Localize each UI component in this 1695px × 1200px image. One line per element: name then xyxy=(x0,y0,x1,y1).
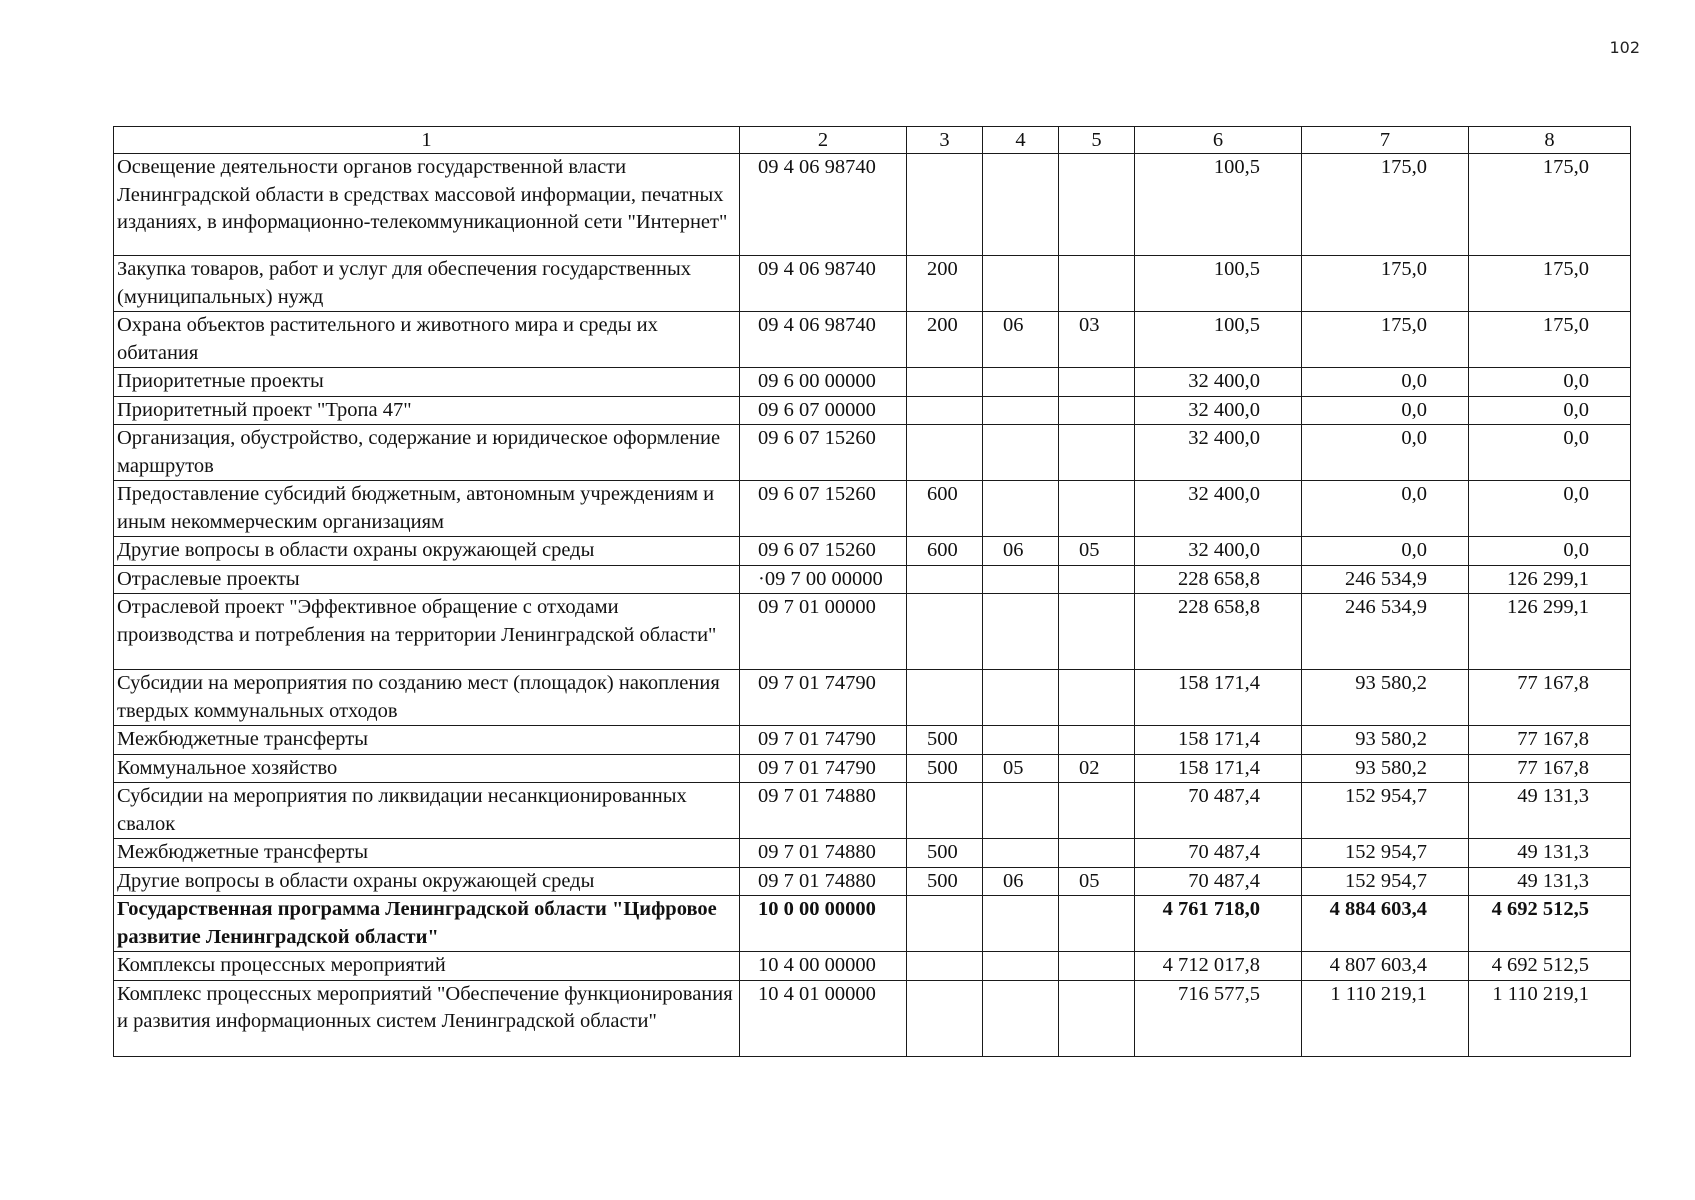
row-value7-cell xyxy=(1302,565,1469,594)
value-text: 100,5 xyxy=(1213,156,1260,178)
row-code-cell: 10 4 01 00000 xyxy=(740,980,907,1056)
row-value7-cell xyxy=(1302,537,1469,566)
row-name-cell: Комплекс процессных мероприятий "Обеспечение функционирования и развития информационных систем Ленинградской области" xyxy=(114,980,740,1056)
value-text: 1 110 219,1 xyxy=(1330,982,1427,1005)
row-value7-cell xyxy=(1302,754,1469,783)
row-col4-cell: 06 xyxy=(983,537,1059,566)
value-text: 77 167,8 xyxy=(1517,756,1589,779)
row-name-cell: Субсидии на мероприятия по ликвидации несанкционированных свалок xyxy=(114,783,740,839)
row-name-cell: Организация, обустройство, содержание и юридическое оформление маршрутов xyxy=(114,425,740,481)
row-col5-cell: 03 xyxy=(1059,312,1135,368)
value-text: 0,0 xyxy=(1401,483,1427,505)
row-value8-cell xyxy=(1469,537,1631,566)
row-col3-cell xyxy=(907,670,983,726)
row-col4-cell xyxy=(983,783,1059,839)
value-text: 4 761 718,0 xyxy=(1162,898,1260,920)
budget-table xyxy=(113,126,1631,1057)
value-text: 0,0 xyxy=(1401,539,1427,561)
row-value6-cell xyxy=(1135,565,1302,594)
value-text: 49 131,3 xyxy=(1517,869,1589,892)
header-cell-7: 7 xyxy=(1302,127,1469,154)
row-name-cell: Приоритетные проекты xyxy=(114,368,740,397)
row-name-cell: Государственная программа Ленинградской области "Цифровое развитие Ленинградской области" xyxy=(114,896,740,952)
value-text: 77 167,8 xyxy=(1517,672,1589,694)
table-row xyxy=(114,726,1631,755)
row-value6-cell xyxy=(1135,312,1302,368)
table-row xyxy=(114,754,1631,783)
row-value7-cell xyxy=(1302,481,1469,537)
row-col4-cell xyxy=(983,154,1059,256)
row-col5-cell xyxy=(1059,368,1135,397)
table-row xyxy=(114,867,1631,896)
row-value8-cell xyxy=(1469,368,1631,397)
row-value7-cell xyxy=(1302,368,1469,397)
row-col3-cell xyxy=(907,425,983,481)
row-name-cell: Охрана объектов растительного и животного мира и среды их обитания xyxy=(114,312,740,368)
value-text: 49 131,3 xyxy=(1517,841,1589,863)
row-col4-cell xyxy=(983,565,1059,594)
value-text: 0,0 xyxy=(1401,427,1427,449)
row-col5-cell xyxy=(1059,594,1135,670)
row-value7-cell xyxy=(1302,396,1469,425)
table-row xyxy=(114,396,1631,425)
row-value6-cell xyxy=(1135,952,1302,981)
row-col3-cell xyxy=(907,368,983,397)
row-value6-cell xyxy=(1135,670,1302,726)
row-code-cell: 09 6 00 00000 xyxy=(740,368,907,397)
table-row xyxy=(114,952,1631,981)
row-code-cell: 09 4 06 98740 xyxy=(740,256,907,312)
value-text: 100,5 xyxy=(1213,314,1260,336)
row-value7-cell xyxy=(1302,839,1469,868)
row-name-cell: Отраслевой проект "Эффективное обращение с отходами производства и потребления на территории Ленинградской области" xyxy=(114,594,740,670)
row-value7-cell xyxy=(1302,670,1469,726)
value-text: 126 299,1 xyxy=(1507,567,1589,590)
value-text: 152 954,7 xyxy=(1345,785,1427,807)
row-col3-cell: 600 xyxy=(907,481,983,537)
row-col4-cell: 06 xyxy=(983,312,1059,368)
row-value8-cell xyxy=(1469,396,1631,425)
value-text: 70 487,4 xyxy=(1188,841,1260,863)
row-code-cell: 09 4 06 98740 xyxy=(740,154,907,256)
row-name-cell: Отраслевые проекты xyxy=(114,565,740,594)
row-value8-cell xyxy=(1469,726,1631,755)
row-col4-cell xyxy=(983,594,1059,670)
row-code-cell: 09 6 07 15260 xyxy=(740,537,907,566)
row-value7-cell xyxy=(1302,594,1469,670)
row-code-cell: 09 6 07 00000 xyxy=(740,396,907,425)
row-col4-cell xyxy=(983,396,1059,425)
row-col5-cell xyxy=(1059,670,1135,726)
row-name-cell: Другие вопросы в области охраны окружающей среды xyxy=(114,867,740,896)
row-col5-cell: 05 xyxy=(1059,867,1135,896)
row-col4-cell: 05 xyxy=(983,754,1059,783)
table-row xyxy=(114,154,1631,256)
row-value6-cell xyxy=(1135,425,1302,481)
row-col3-cell: 500 xyxy=(907,839,983,868)
row-name-cell: Другие вопросы в области охраны окружающей среды xyxy=(114,537,740,566)
value-text: 0,0 xyxy=(1563,427,1589,449)
row-col5-cell xyxy=(1059,726,1135,755)
row-value7-cell xyxy=(1302,154,1469,256)
value-text: 126 299,1 xyxy=(1507,596,1589,618)
row-col4-cell xyxy=(983,481,1059,537)
row-code-cell: 09 7 01 00000 xyxy=(740,594,907,670)
table-row xyxy=(114,481,1631,537)
table-row xyxy=(114,896,1631,952)
value-text: 158 171,4 xyxy=(1178,756,1260,779)
row-value7-cell xyxy=(1302,783,1469,839)
row-code-cell: 10 4 00 00000 xyxy=(740,952,907,981)
row-col3-cell xyxy=(907,952,983,981)
row-value7-cell xyxy=(1302,425,1469,481)
row-value6-cell xyxy=(1135,396,1302,425)
row-col5-cell xyxy=(1059,396,1135,425)
row-code-cell: ·09 7 00 00000 xyxy=(740,565,907,594)
table-row xyxy=(114,594,1631,670)
value-text: 70 487,4 xyxy=(1188,785,1260,807)
row-value6-cell xyxy=(1135,839,1302,868)
value-text: 152 954,7 xyxy=(1345,869,1427,892)
value-text: 93 580,2 xyxy=(1355,756,1427,779)
row-value7-cell xyxy=(1302,726,1469,755)
row-value6-cell xyxy=(1135,154,1302,256)
row-col3-cell: 500 xyxy=(907,867,983,896)
value-text: 77 167,8 xyxy=(1517,728,1589,750)
row-name-cell: Предоставление субсидий бюджетным, автономным учреждениям и иным некоммерческим организациям xyxy=(114,481,740,537)
row-col5-cell xyxy=(1059,952,1135,981)
value-text: 93 580,2 xyxy=(1355,672,1427,694)
table-row xyxy=(114,670,1631,726)
row-code-cell: 09 7 01 74880 xyxy=(740,783,907,839)
row-value8-cell xyxy=(1469,312,1631,368)
row-value8-cell xyxy=(1469,980,1631,1056)
header-cell-4: 4 xyxy=(983,127,1059,154)
row-col5-cell: 02 xyxy=(1059,754,1135,783)
value-text: 716 577,5 xyxy=(1178,982,1260,1005)
row-value6-cell xyxy=(1135,726,1302,755)
row-col3-cell xyxy=(907,896,983,952)
row-col4-cell: 06 xyxy=(983,867,1059,896)
row-value8-cell xyxy=(1469,481,1631,537)
value-text: 93 580,2 xyxy=(1355,728,1427,750)
row-value7-cell xyxy=(1302,256,1469,312)
row-code-cell: 09 7 01 74880 xyxy=(740,839,907,868)
header-cell-5: 5 xyxy=(1059,127,1135,154)
value-text: 246 534,9 xyxy=(1345,567,1427,590)
value-text: 0,0 xyxy=(1401,370,1427,392)
value-text: 152 954,7 xyxy=(1345,841,1427,863)
row-col4-cell xyxy=(983,726,1059,755)
row-col5-cell: 05 xyxy=(1059,537,1135,566)
row-value7-cell xyxy=(1302,980,1469,1056)
header-cell-3: 3 xyxy=(907,127,983,154)
table-header-row xyxy=(114,127,1631,154)
table-row xyxy=(114,256,1631,312)
value-text: 158 171,4 xyxy=(1178,728,1260,750)
row-col4-cell xyxy=(983,256,1059,312)
value-text: 32 400,0 xyxy=(1188,539,1260,561)
table-row xyxy=(114,980,1631,1056)
row-value6-cell xyxy=(1135,594,1302,670)
row-col3-cell: 200 xyxy=(907,256,983,312)
row-col5-cell xyxy=(1059,896,1135,952)
row-value8-cell xyxy=(1469,754,1631,783)
row-col3-cell xyxy=(907,154,983,256)
row-value6-cell xyxy=(1135,980,1302,1056)
row-code-cell: 09 7 01 74790 xyxy=(740,726,907,755)
row-value8-cell xyxy=(1469,783,1631,839)
value-text: 228 658,8 xyxy=(1178,596,1260,618)
value-text: 175,0 xyxy=(1542,156,1589,178)
row-value8-cell xyxy=(1469,425,1631,481)
table-row xyxy=(114,565,1631,594)
row-value6-cell xyxy=(1135,481,1302,537)
value-text: 175,0 xyxy=(1380,258,1427,280)
row-code-cell: 09 7 01 74880 xyxy=(740,867,907,896)
row-value7-cell xyxy=(1302,867,1469,896)
row-col5-cell xyxy=(1059,425,1135,481)
row-name-cell: Приоритетный проект "Тропа 47" xyxy=(114,396,740,425)
row-value8-cell xyxy=(1469,256,1631,312)
row-name-cell: Межбюджетные трансферты xyxy=(114,726,740,755)
row-col4-cell xyxy=(983,952,1059,981)
row-value6-cell xyxy=(1135,754,1302,783)
row-col3-cell xyxy=(907,783,983,839)
row-value8-cell xyxy=(1469,594,1631,670)
value-text: 0,0 xyxy=(1563,398,1589,421)
row-name-cell: Коммунальное хозяйство xyxy=(114,754,740,783)
value-text: 175,0 xyxy=(1380,314,1427,336)
value-text: 32 400,0 xyxy=(1188,427,1260,449)
row-name-cell: Субсидии на мероприятия по созданию мест (площадок) накопления твердых коммунальных отходов xyxy=(114,670,740,726)
row-value8-cell xyxy=(1469,670,1631,726)
table-row xyxy=(114,783,1631,839)
value-text: 228 658,8 xyxy=(1178,567,1260,590)
row-value8-cell xyxy=(1469,839,1631,868)
row-value7-cell xyxy=(1302,952,1469,981)
row-name-cell: Закупка товаров, работ и услуг для обеспечения государственных (муниципальных) нужд xyxy=(114,256,740,312)
row-col3-cell: 600 xyxy=(907,537,983,566)
value-text: 4 712 017,8 xyxy=(1162,954,1260,976)
row-col5-cell xyxy=(1059,839,1135,868)
page-number: 102 xyxy=(1609,38,1640,57)
value-text: 32 400,0 xyxy=(1188,370,1260,392)
row-code-cell: 09 6 07 15260 xyxy=(740,425,907,481)
row-col3-cell xyxy=(907,594,983,670)
row-col5-cell xyxy=(1059,980,1135,1056)
row-value6-cell xyxy=(1135,368,1302,397)
row-value8-cell xyxy=(1469,896,1631,952)
value-text: 0,0 xyxy=(1563,370,1589,392)
row-col4-cell xyxy=(983,839,1059,868)
row-col3-cell: 200 xyxy=(907,312,983,368)
row-value6-cell xyxy=(1135,256,1302,312)
value-text: 70 487,4 xyxy=(1188,869,1260,892)
header-cell-8: 8 xyxy=(1469,127,1631,154)
table-row xyxy=(114,537,1631,566)
table-row xyxy=(114,368,1631,397)
row-value7-cell xyxy=(1302,896,1469,952)
row-code-cell: 09 4 06 98740 xyxy=(740,312,907,368)
value-text: 0,0 xyxy=(1563,539,1589,561)
row-col5-cell xyxy=(1059,481,1135,537)
row-code-cell: 09 7 01 74790 xyxy=(740,670,907,726)
value-text: 4 692 512,5 xyxy=(1491,954,1589,976)
value-text: 49 131,3 xyxy=(1517,785,1589,807)
value-text: 4 692 512,5 xyxy=(1491,898,1589,920)
row-col3-cell: 500 xyxy=(907,726,983,755)
row-col4-cell xyxy=(983,980,1059,1056)
value-text: 158 171,4 xyxy=(1178,672,1260,694)
row-name-cell: Освещение деятельности органов государственной власти Ленинградской области в средствах массовой информации, печатных изданиях, в информационно-телекоммуникационной сети "Интернет" xyxy=(114,154,740,256)
row-col5-cell xyxy=(1059,154,1135,256)
row-col3-cell: 500 xyxy=(907,754,983,783)
row-col3-cell xyxy=(907,396,983,425)
header-cell-2: 2 xyxy=(740,127,907,154)
row-col4-cell xyxy=(983,368,1059,397)
row-value8-cell xyxy=(1469,952,1631,981)
value-text: 175,0 xyxy=(1542,314,1589,336)
value-text: 246 534,9 xyxy=(1345,596,1427,618)
table-row xyxy=(114,839,1631,868)
row-col4-cell xyxy=(983,425,1059,481)
value-text: 100,5 xyxy=(1213,258,1260,280)
row-name-cell: Межбюджетные трансферты xyxy=(114,839,740,868)
table-row xyxy=(114,425,1631,481)
row-code-cell: 10 0 00 00000 xyxy=(740,896,907,952)
row-col5-cell xyxy=(1059,256,1135,312)
value-text: 1 110 219,1 xyxy=(1492,982,1589,1005)
row-value8-cell xyxy=(1469,867,1631,896)
row-value6-cell xyxy=(1135,896,1302,952)
value-text: 175,0 xyxy=(1542,258,1589,280)
row-value6-cell xyxy=(1135,867,1302,896)
row-col5-cell xyxy=(1059,565,1135,594)
row-name-cell: Комплексы процессных мероприятий xyxy=(114,952,740,981)
header-cell-1: 1 xyxy=(114,127,740,154)
value-text: 32 400,0 xyxy=(1188,398,1260,421)
row-col4-cell xyxy=(983,896,1059,952)
value-text: 4 807 603,4 xyxy=(1329,954,1427,976)
row-code-cell: 09 6 07 15260 xyxy=(740,481,907,537)
row-code-cell: 09 7 01 74790 xyxy=(740,754,907,783)
row-col3-cell xyxy=(907,565,983,594)
row-col5-cell xyxy=(1059,783,1135,839)
row-value6-cell xyxy=(1135,537,1302,566)
table-row xyxy=(114,312,1631,368)
value-text: 4 884 603,4 xyxy=(1329,898,1427,920)
row-col3-cell xyxy=(907,980,983,1056)
value-text: 175,0 xyxy=(1380,156,1427,178)
header-cell-6: 6 xyxy=(1135,127,1302,154)
row-value6-cell xyxy=(1135,783,1302,839)
value-text: 0,0 xyxy=(1401,398,1427,421)
value-text: 32 400,0 xyxy=(1188,483,1260,505)
row-col4-cell xyxy=(983,670,1059,726)
value-text: 0,0 xyxy=(1563,483,1589,505)
row-value8-cell xyxy=(1469,154,1631,256)
row-value8-cell xyxy=(1469,565,1631,594)
row-value7-cell xyxy=(1302,312,1469,368)
